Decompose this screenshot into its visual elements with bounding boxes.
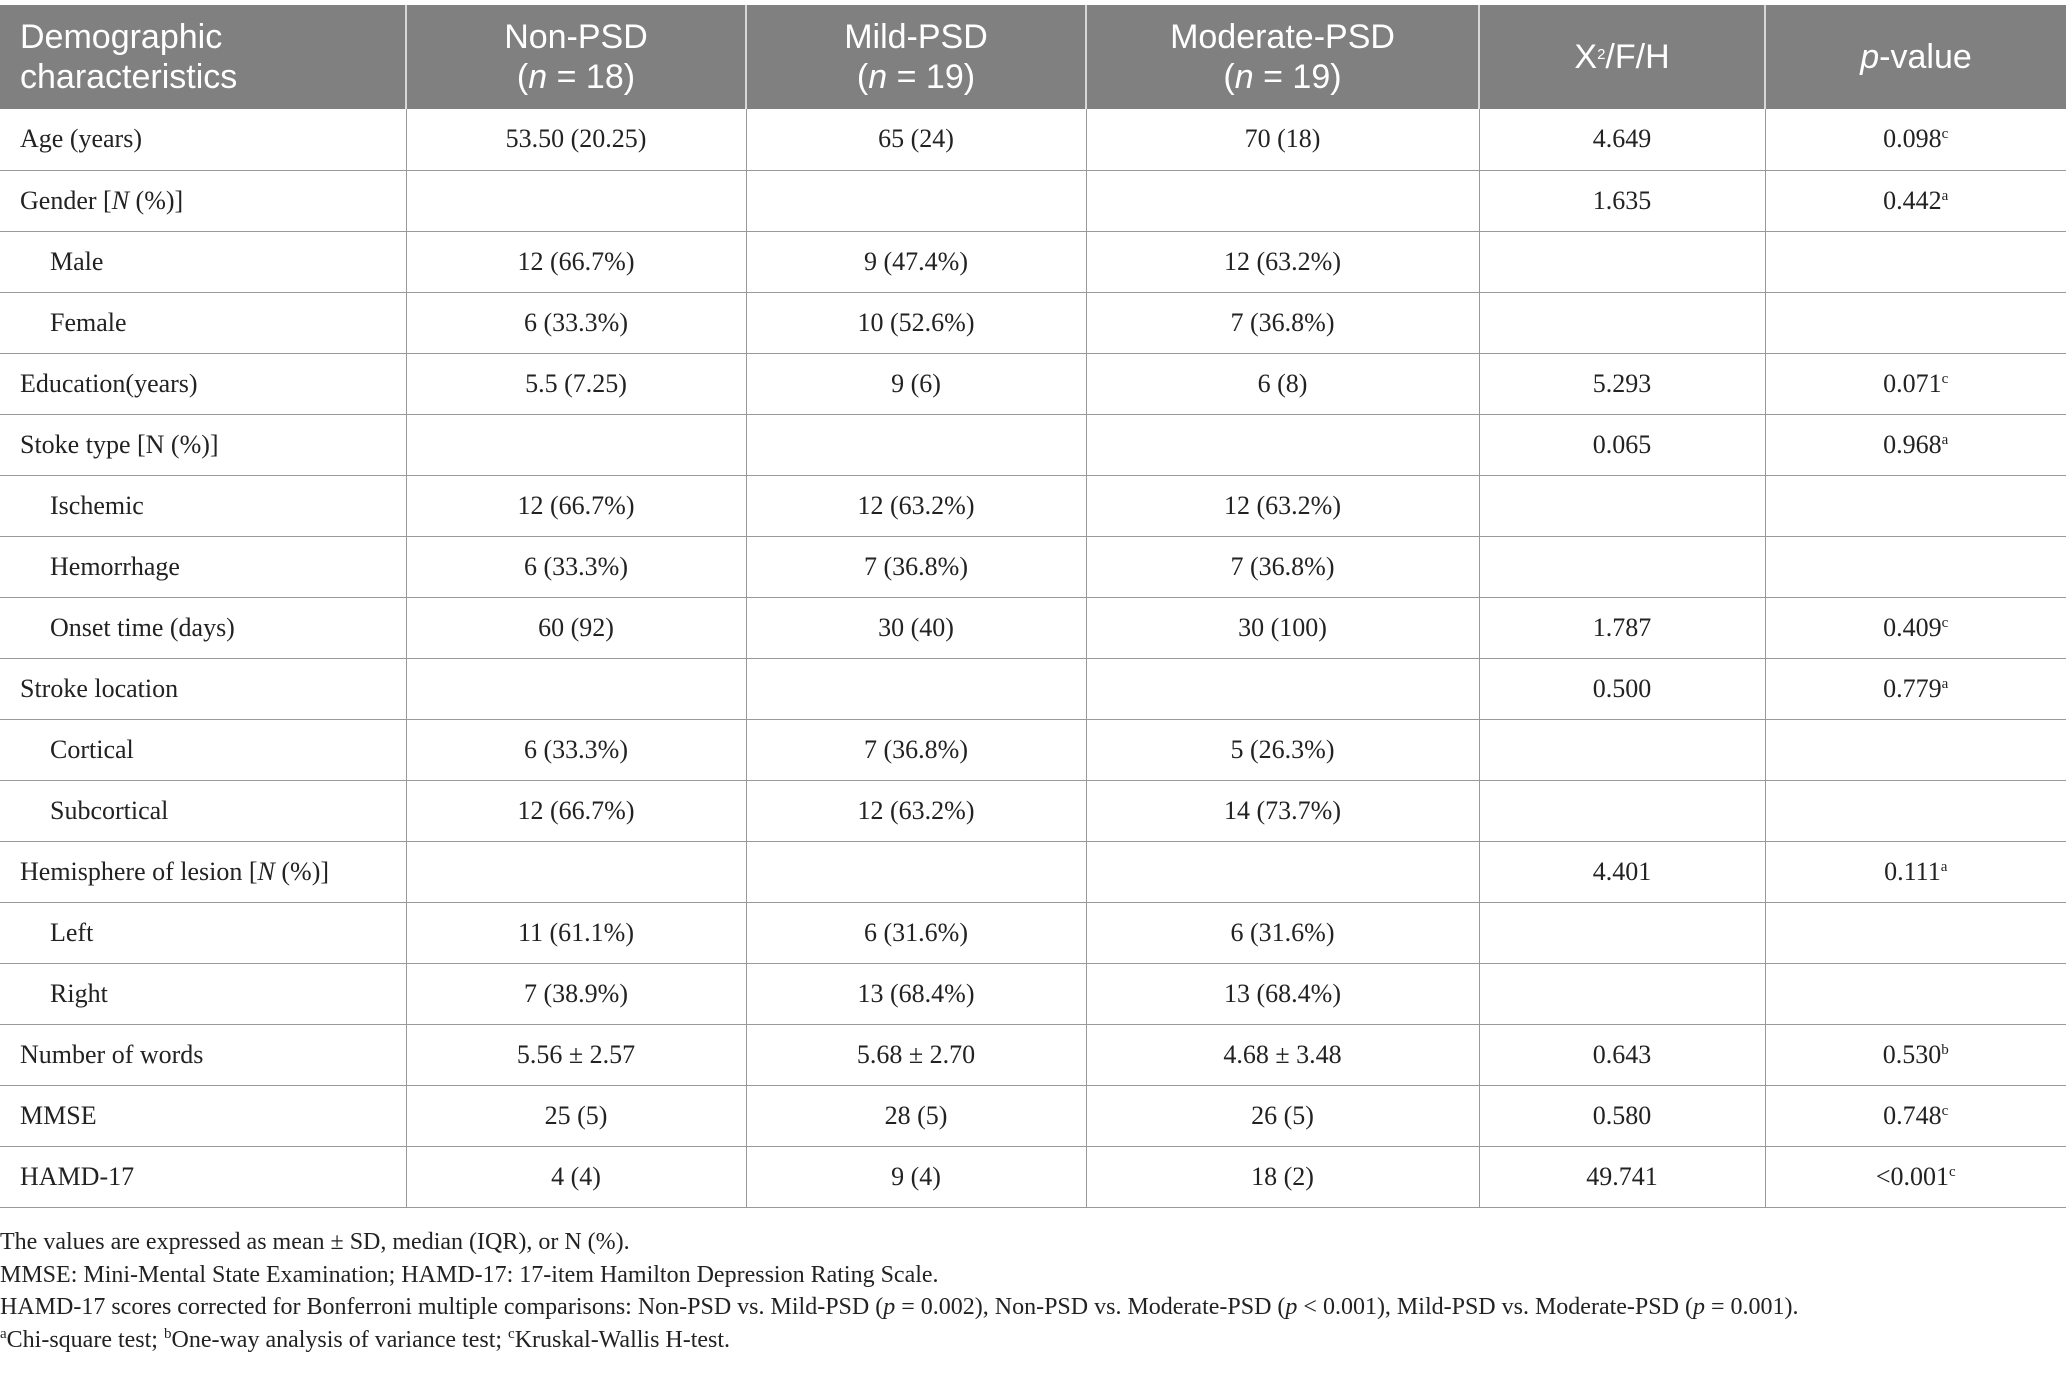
p-value-text: 0.098 <box>1883 124 1942 154</box>
cell-p-value <box>1765 109 2066 170</box>
cell-mild-psd: 65 (24) <box>746 109 1086 170</box>
cell-moderate-psd: 26 (5) <box>1086 1085 1479 1146</box>
cell-non-psd: 53.50 (20.25) <box>406 109 746 170</box>
table-row <box>0 109 2066 170</box>
cell-moderate-psd: 12 (63.2%) <box>1086 475 1479 536</box>
cell-statistic <box>1479 963 1765 1024</box>
cell-statistic <box>1479 780 1765 841</box>
row-label <box>0 1085 406 1146</box>
cell-mild-psd: 30 (40) <box>746 597 1086 658</box>
cell-statistic: 0.643 <box>1479 1024 1765 1085</box>
cell-mild-psd: 10 (52.6%) <box>746 292 1086 353</box>
cell-mild-psd: 7 (36.8%) <box>746 719 1086 780</box>
cell-non-psd: 6 (33.3%) <box>406 536 746 597</box>
row-label <box>0 170 406 231</box>
stat-sup: 2 <box>1597 46 1606 63</box>
header-non-psd <box>406 5 746 109</box>
cell-moderate-psd: 14 (73.7%) <box>1086 780 1479 841</box>
table-row <box>0 536 2066 597</box>
cell-mild-psd: 7 (36.8%) <box>746 536 1086 597</box>
cell-p-value <box>1765 1024 2066 1085</box>
row-label <box>0 1024 406 1085</box>
cell-moderate-psd: 6 (31.6%) <box>1086 902 1479 963</box>
cell-moderate-psd: 70 (18) <box>1086 109 1479 170</box>
cell-p-value <box>1765 536 2066 597</box>
row-label <box>0 719 406 780</box>
cell-statistic <box>1479 475 1765 536</box>
n-symbol: n <box>1234 58 1254 96</box>
row-label <box>0 658 406 719</box>
text-run: (%)] <box>129 185 184 215</box>
header-demographic-characteristics <box>0 5 406 109</box>
text-run: < 0.001), Mild-PSD vs. Moderate-PSD ( <box>1297 1294 1693 1320</box>
text-run: Education(years) <box>20 368 198 398</box>
footnote-line <box>0 1259 2066 1292</box>
cell-p-value <box>1765 231 2066 292</box>
header-group-name: Moderate-PSD <box>1170 18 1395 56</box>
header-row <box>0 5 2066 109</box>
test-marker: c <box>1941 126 1949 143</box>
n-symbol: n <box>528 58 548 96</box>
text-run: Male <box>50 246 104 276</box>
table-row <box>0 353 2066 414</box>
cell-non-psd: 7 (38.9%) <box>406 963 746 1024</box>
cell-p-value <box>1765 658 2066 719</box>
header-statistic <box>1479 5 1765 109</box>
text-run: MMSE <box>20 1100 97 1130</box>
table-row <box>0 963 2066 1024</box>
cell-non-psd: 25 (5) <box>406 1085 746 1146</box>
header-group-name: Mild-PSD <box>844 18 988 56</box>
cell-statistic: 1.635 <box>1479 170 1765 231</box>
cell-moderate-psd: 18 (2) <box>1086 1146 1479 1207</box>
row-label <box>0 109 406 170</box>
table-row <box>0 1085 2066 1146</box>
cell-mild-psd: 5.68 ± 2.70 <box>746 1024 1086 1085</box>
cell-statistic <box>1479 292 1765 353</box>
cell-p-value <box>1765 170 2066 231</box>
cell-statistic: 0.065 <box>1479 414 1765 475</box>
cell-non-psd: 4 (4) <box>406 1146 746 1207</box>
cell-moderate-psd: 5 (26.3%) <box>1086 719 1479 780</box>
cell-moderate-psd: 7 (36.8%) <box>1086 292 1479 353</box>
header-line: Demographic <box>20 18 223 56</box>
cell-non-psd <box>406 658 746 719</box>
cell-p-value <box>1765 1146 2066 1207</box>
cell-p-value <box>1765 414 2066 475</box>
stat-rest: /F/H <box>1605 38 1670 76</box>
p-value-text: 0.442 <box>1883 185 1942 215</box>
cell-p-value <box>1765 475 2066 536</box>
table-row <box>0 170 2066 231</box>
test-marker: c <box>1949 1163 1956 1180</box>
row-label <box>0 353 406 414</box>
test-marker: c <box>1941 370 1949 387</box>
superscript-marker: c <box>508 1325 515 1342</box>
text-run: Gender [ <box>20 185 112 215</box>
header-p-value <box>1765 5 2066 109</box>
table-row <box>0 841 2066 902</box>
cell-statistic <box>1479 536 1765 597</box>
superscript-marker: a <box>0 1325 7 1342</box>
cell-non-psd: 11 (61.1%) <box>406 902 746 963</box>
cell-p-value <box>1765 597 2066 658</box>
cell-statistic: 5.293 <box>1479 353 1765 414</box>
superscript-marker: b <box>163 1325 172 1342</box>
row-label <box>0 902 406 963</box>
table-footnotes <box>0 1226 2066 1356</box>
row-label <box>0 475 406 536</box>
cell-statistic: 1.787 <box>1479 597 1765 658</box>
test-marker: a <box>1940 858 1948 875</box>
p-value-text: 0.779 <box>1883 673 1942 703</box>
cell-mild-psd: 12 (63.2%) <box>746 780 1086 841</box>
cell-mild-psd <box>746 170 1086 231</box>
p-value-text: 0.748 <box>1883 1100 1942 1130</box>
cell-mild-psd <box>746 414 1086 475</box>
text-run: Stoke type [N (%)] <box>20 429 219 459</box>
footnote-line <box>0 1291 2066 1324</box>
italic-text: p <box>883 1294 896 1320</box>
table-body <box>0 109 2066 1207</box>
p-value-text: <0.001 <box>1875 1161 1949 1191</box>
cell-moderate-psd: 7 (36.8%) <box>1086 536 1479 597</box>
text-run: HAMD-17 scores corrected for Bonferroni multiple comparisons: Non-PSD vs. Mild-PSD ( <box>0 1294 884 1320</box>
table-row <box>0 719 2066 780</box>
test-marker: a <box>1941 675 1949 692</box>
table-row <box>0 902 2066 963</box>
cell-moderate-psd <box>1086 170 1479 231</box>
table-header <box>0 5 2066 109</box>
cell-p-value <box>1765 902 2066 963</box>
text-run: Cortical <box>50 734 134 764</box>
text-run: Left <box>50 917 94 947</box>
p-symbol: p <box>1860 38 1880 76</box>
cell-statistic: 0.580 <box>1479 1085 1765 1146</box>
test-marker: a <box>1941 187 1949 204</box>
text-run: Chi-square test; <box>6 1326 164 1353</box>
italic-text: N <box>257 856 275 886</box>
text-run: Ischemic <box>50 490 144 520</box>
cell-moderate-psd <box>1086 841 1479 902</box>
text-run: Hemisphere of lesion [ <box>20 856 258 886</box>
text-run: (%)] <box>274 856 330 886</box>
cell-statistic: 4.401 <box>1479 841 1765 902</box>
cell-p-value <box>1765 1085 2066 1146</box>
cell-moderate-psd: 6 (8) <box>1086 353 1479 414</box>
cell-mild-psd: 6 (31.6%) <box>746 902 1086 963</box>
table-row <box>0 292 2066 353</box>
cell-statistic <box>1479 719 1765 780</box>
cell-p-value <box>1765 292 2066 353</box>
cell-moderate-psd <box>1086 414 1479 475</box>
row-label <box>0 597 406 658</box>
cell-non-psd: 60 (92) <box>406 597 746 658</box>
p-value-text: 0.530 <box>1882 1039 1942 1069</box>
text-run: HAMD-17 <box>20 1161 135 1191</box>
table-row <box>0 414 2066 475</box>
text-run: Kruskal-Wallis H-test. <box>514 1326 731 1353</box>
n-value: = 18 <box>547 58 624 96</box>
text-run: Onset time (days) <box>50 612 235 642</box>
cell-moderate-psd: 13 (68.4%) <box>1086 963 1479 1024</box>
header-group-name: Non-PSD <box>504 18 648 56</box>
table-row <box>0 1146 2066 1207</box>
text-run: MMSE: Mini-Mental State Examination; HAMD-17: 17-item Hamilton Depression Rating Scale. <box>0 1261 939 1288</box>
table-row <box>0 475 2066 536</box>
cell-moderate-psd: 12 (63.2%) <box>1086 231 1479 292</box>
row-label <box>0 963 406 1024</box>
p-value-text: 0.111 <box>1884 856 1941 886</box>
table-row <box>0 597 2066 658</box>
cell-mild-psd <box>746 658 1086 719</box>
cell-non-psd: 12 (66.7%) <box>406 475 746 536</box>
test-marker: a <box>1941 431 1949 448</box>
text-run: Age (years) <box>20 124 142 154</box>
cell-p-value <box>1765 719 2066 780</box>
p-rest: -value <box>1879 38 1972 76</box>
cell-statistic <box>1479 231 1765 292</box>
text-run: Right <box>50 978 108 1008</box>
cell-mild-psd: 13 (68.4%) <box>746 963 1086 1024</box>
row-label <box>0 414 406 475</box>
cell-moderate-psd: 30 (100) <box>1086 597 1479 658</box>
cell-p-value <box>1765 841 2066 902</box>
n-symbol: n <box>868 58 888 96</box>
footnote-line <box>0 1226 2066 1259</box>
test-marker: b <box>1941 1041 1949 1058</box>
row-label <box>0 536 406 597</box>
test-marker: c <box>1941 614 1949 631</box>
table-row <box>0 1024 2066 1085</box>
text-run: Subcortical <box>50 795 169 825</box>
row-label <box>0 841 406 902</box>
footnote-line <box>0 1324 2066 1357</box>
text-run: The values are expressed as mean ± SD, median (IQR), or N (%). <box>0 1229 630 1255</box>
stat-base: X <box>1574 38 1598 76</box>
text-run: Stroke location <box>20 673 179 703</box>
n-value: = 19 <box>887 58 964 96</box>
text-run: Female <box>50 307 127 337</box>
cell-non-psd: 12 (66.7%) <box>406 231 746 292</box>
cell-statistic: 49.741 <box>1479 1146 1765 1207</box>
test-marker: c <box>1941 1102 1949 1119</box>
cell-mild-psd: 9 (47.4%) <box>746 231 1086 292</box>
header-moderate-psd <box>1086 5 1479 109</box>
header-group-n: (n = 19) <box>856 58 976 96</box>
cell-non-psd <box>406 414 746 475</box>
row-label <box>0 1146 406 1207</box>
text-run: Number of words <box>20 1039 204 1069</box>
cell-p-value <box>1765 353 2066 414</box>
cell-moderate-psd <box>1086 658 1479 719</box>
header-mild-psd <box>746 5 1086 109</box>
cell-p-value <box>1765 963 2066 1024</box>
demographics-table <box>0 5 2066 1208</box>
text-run: Hemorrhage <box>50 551 180 581</box>
text-run: One-way analysis of variance test; <box>171 1326 509 1353</box>
cell-non-psd: 5.56 ± 2.57 <box>406 1024 746 1085</box>
cell-statistic: 0.500 <box>1479 658 1765 719</box>
cell-non-psd <box>406 841 746 902</box>
text-run: = 0.001). <box>1704 1294 1799 1320</box>
italic-text: p <box>1692 1294 1705 1320</box>
cell-non-psd: 12 (66.7%) <box>406 780 746 841</box>
cell-mild-psd: 28 (5) <box>746 1085 1086 1146</box>
header-group-n: (n = 18) <box>516 58 636 96</box>
cell-statistic: 4.649 <box>1479 109 1765 170</box>
cell-mild-psd: 12 (63.2%) <box>746 475 1086 536</box>
text-run: = 0.002), Non-PSD vs. Moderate-PSD ( <box>895 1294 1286 1320</box>
cell-p-value <box>1765 780 2066 841</box>
cell-non-psd: 6 (33.3%) <box>406 719 746 780</box>
header-group-n: (n = 19) <box>1223 58 1342 96</box>
italic-text: N <box>111 185 130 215</box>
p-value-text: 0.968 <box>1883 429 1942 459</box>
n-value: = 19 <box>1253 58 1331 96</box>
italic-text: p <box>1285 1294 1298 1320</box>
header-line: characteristics <box>20 58 238 96</box>
p-value-text: 0.071 <box>1883 368 1942 398</box>
demographics-table-container <box>0 5 2068 1208</box>
cell-mild-psd: 9 (6) <box>746 353 1086 414</box>
table-row <box>0 231 2066 292</box>
p-value-text: 0.409 <box>1883 612 1942 642</box>
cell-non-psd: 5.5 (7.25) <box>406 353 746 414</box>
cell-non-psd <box>406 170 746 231</box>
row-label <box>0 231 406 292</box>
cell-moderate-psd: 4.68 ± 3.48 <box>1086 1024 1479 1085</box>
table-row <box>0 658 2066 719</box>
row-label <box>0 780 406 841</box>
cell-mild-psd <box>746 841 1086 902</box>
row-label <box>0 292 406 353</box>
cell-statistic <box>1479 902 1765 963</box>
cell-mild-psd: 9 (4) <box>746 1146 1086 1207</box>
table-row <box>0 780 2066 841</box>
cell-non-psd: 6 (33.3%) <box>406 292 746 353</box>
